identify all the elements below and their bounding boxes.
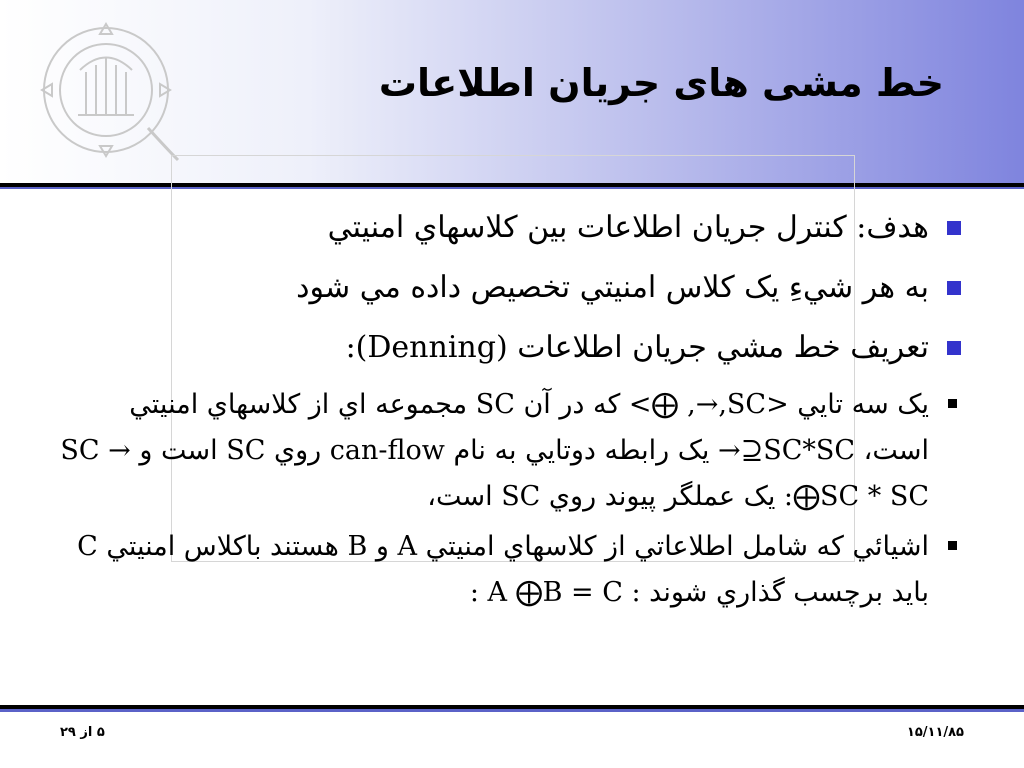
sub-bullet-item <box>60 524 965 616</box>
bullet-text: به هر شيءِ يک كلاس امنيتي تخصيص داده مي شود <box>296 270 929 305</box>
bullet-item <box>60 258 965 318</box>
square-bullet-icon <box>947 281 961 295</box>
sub-bullet-item <box>60 382 965 520</box>
bullet-text: هدف: كنترل جريان اطلاعات بين كلاسهاي امنيتي <box>327 210 929 245</box>
university-seal-icon <box>28 10 198 175</box>
bullet-text: تعريف خط مشي جريان اطلاعات (Denning): <box>345 330 929 365</box>
small-square-bullet-icon <box>948 541 957 550</box>
square-bullet-icon <box>947 221 961 235</box>
footer-divider-accent <box>0 709 1024 712</box>
bullet-item <box>60 318 965 378</box>
square-bullet-icon <box>947 341 961 355</box>
slide-date: ۱۵/۱۱/۸۵ <box>906 725 964 740</box>
slide-title: خط مشی های جریان اطلاعات <box>378 61 944 105</box>
small-square-bullet-icon <box>948 399 957 408</box>
bullet-item <box>60 198 965 258</box>
sub-bullet-text: يک سه تايي <SC,→, ⨁> كه در آن SC مجموعه اي از كلاسهاي امنيتي است، SC*SC⊆→ يک رابطه دوتايي به نام can-flow روي SC است و SC → SC * SC⨁: يک عملگر پيوند روي SC است، <box>60 389 929 512</box>
slide-body <box>60 198 965 616</box>
sub-bullet-text: اشيائي كه شامل اطلاعاتي از كلاسهاي امنيتي A و B هستند باكلاس امنيتي C بايد برچسب گذاري شوند : A ⨁B = C : <box>77 531 929 608</box>
page-number: ۵ از ۲۹ <box>60 725 105 740</box>
